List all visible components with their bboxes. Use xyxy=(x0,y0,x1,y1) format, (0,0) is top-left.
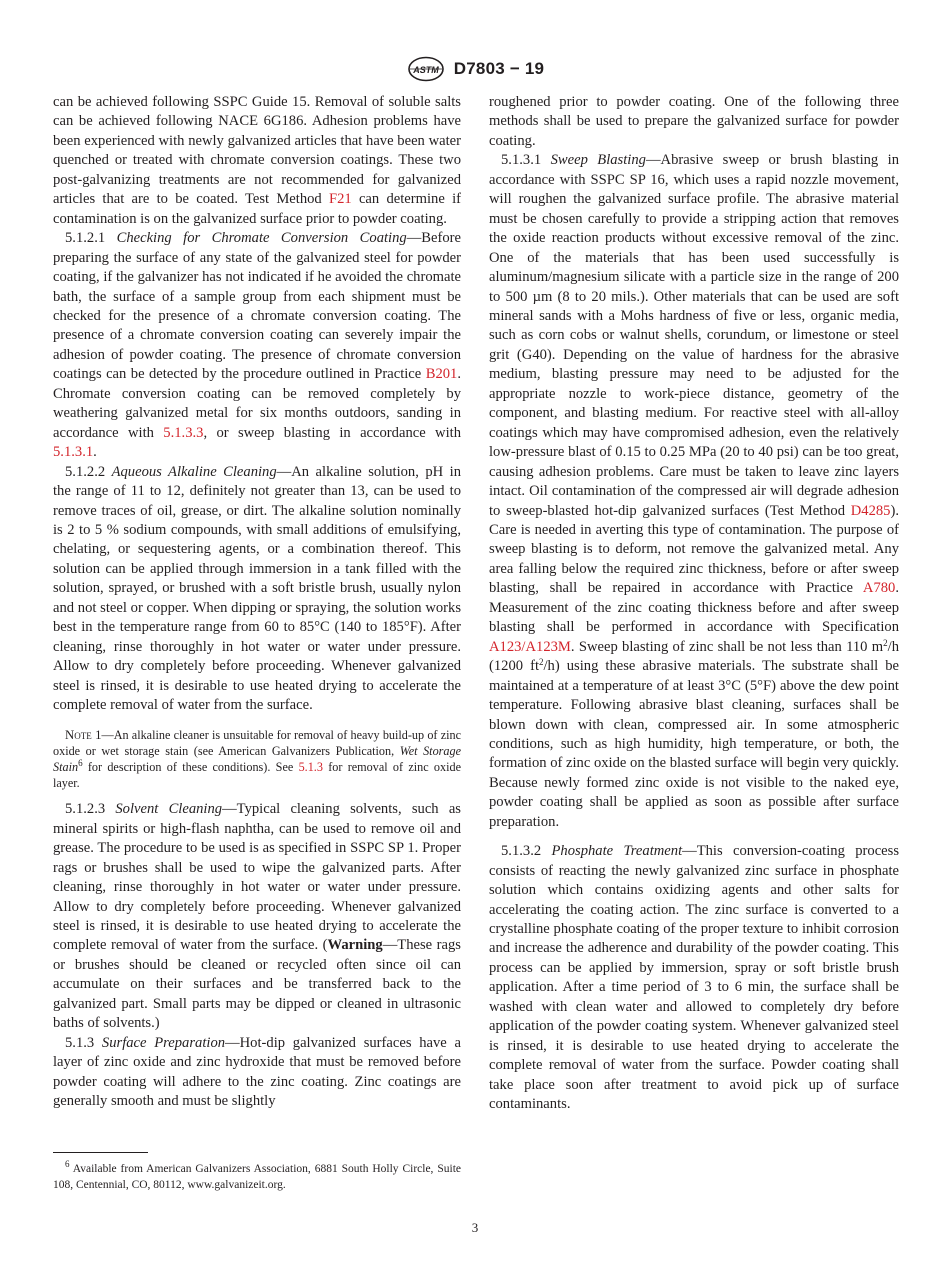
ref-link-a123[interactable]: A123/A123M xyxy=(489,638,571,655)
ref-link-a780[interactable]: A780 xyxy=(862,580,896,597)
section-5-1-3-1: 5.1.3.1 Sweep Blasting—Abrasive sweep or brush blasting in accordance with SSPC SP 16, which uses a rapid nozzle movement, will roughen the galvanized surface profile. The abrasive material must be chosen carefully to provide a stripping action that removes the oxide reaction products without excessive removal of the zinc. One of the materials that has been used successfully is aluminum/magnesium silicate with a particle size in the range of 200 to 500 µm (8 to 20 mils.). Other materials that can be used are soft mineral sands with a Mohs hardness of five or less, organic media, such as corn cobs or walnut shells, corundum, or limestone or steel grit (G40). Depending on the value of hardness for the abrasive medium, blasting pressure may need to be adjusted for the appropriate nozzle to work-piece distance, geometry of the component, and blasting medium. For reactive steel with all-alloy coatings which may have compromised adhesion, even the relatively low-pressure blast of 0.15 to 0.25 MPa (20 to 40 psi) can be too great, causing adhesion problems. Care must be taken to leave zinc layers intact. Oil contamination of the compressed air will degrade adhesion to sweep-blasted hot-dip galvanized surfaces (Test Method D4285). Care is needed in averting this type of contamination. The purpose of sweep blasting is to deform, not remove the galvanized metal. Any area falling below the required zinc thickness, before or after sweep blasting, shall be repaired in accordance with Practice A780. Measurement of the zinc coating thickness before and after sweep blasting shall be performed in accordance with Specification A123/A123M. Sweep blasting of zinc shall be not less than 110 $m^2/h$ (1200 $ft^2/h$) using these abrasive materials. The substrate shall be maintained at a temperature of at least 3°C (5°F) above the dew point temperature. Following abrasive blast cleaning, surfaces shall be blown down with clean, compressed air. In some atmospheric conditions, such as high humidity, high temperature, or both, the formation of zinc oxide on the blasted surface will begin very quickly. Because newly formed zinc oxide is not visible to the naked eye, powder coating shall be applied as soon as possible after surface preparation. xyxy=(489,152,900,830)
section-5-1-2-1: 5.1.2.1 Checking for Chromate Conversion Coating—Before preparing the surface of any state of the galvanized steel for powder coating, if the galvanizer has not indicated if he avoided the chromate bath, the surface of a sample group from each shipment must be checked for the presence of a chromate conversion coating. The presence of a chromate conversion coating can severely impair the adhesion of powder coating. The presence of chromate conversion coatings can be detected by the procedure outlined in Practice B201. Chromate conversion coating can be removed completely by weathering galvanized metal for six months outdoors, sanding in accordance with 5.1.3.3, or sweep blasting in accordance with 5.1.3.1. xyxy=(53,230,462,461)
section-5-1-2-2: 5.1.2.2 Aqueous Alkaline Cleaning—An alkaline solution, pH in the range of 11 to 12, definitely not greater than 13, can be used to remove traces of oil, grease, or dirt. The alkaline solution nominally is 2 to 5 % sodium compounds, with small additions of emulsifying, chelating, or sequestering agents, or a combination thereof. This solution can be applied through immersion in a tank filled with the solution, sprayed, or brushed with a soft bristle brush, usually nylon and not steel or copper. When dipping or spraying, the solution works best in the temperature range from 60 to 85°C (140 to 185°F). After cleaning, rinse thoroughly in hot water or water under pressure. Allow to dry completely before proceeding. Whenever galvanized steel is rinsed, it is desirable to use heated drying to accelerate the complete removal of water from the surface. xyxy=(53,463,461,714)
section-title: Solvent Cleaning xyxy=(115,801,223,818)
ref-link-b201[interactable]: B201 xyxy=(425,366,458,383)
footnote-6: $^6$ Available from American Galvanizers Association, 6881 South Holly Circle, Suite 108, Centennial, CO, 80112, www.galvanizeit.org. xyxy=(53,1159,461,1191)
section-title: Sweep Blasting xyxy=(550,152,646,169)
right-column xyxy=(489,93,899,1115)
ref-link-f21[interactable]: F21 xyxy=(328,191,352,208)
paragraph: roughened prior to powder coating. One of the following three methods shall be used to prepare the galvanized surface for powder coating. xyxy=(489,94,899,149)
section-title: Checking for Chromate Conversion Coating xyxy=(116,230,407,247)
ref-link-5-1-3[interactable]: 5.1.3 xyxy=(298,759,323,774)
astm-logo-icon xyxy=(406,56,446,82)
left-column xyxy=(53,93,461,1112)
section-5-1-3: 5.1.3 Surface Preparation—Hot-dip galvanized surfaces have a layer of zinc oxide and zinc hydroxide that must be removed before powder coating will adhere to the zinc coating. Zinc coatings are generally smooth and must be slightly xyxy=(53,1034,461,1110)
note-1: Note 1—An alkaline cleaner is unsuitable for removal of heavy build-up of zinc oxide or wet storage stain (see American Galvanizers Publication, Wet Storage Stain$^6$ for description of these conditions). See 5.1.3 for removal of zinc oxide layer. xyxy=(53,727,462,791)
document-designation: D7803 − 19 xyxy=(453,59,545,78)
footnote-marker: 6 xyxy=(78,757,83,768)
section-title: Phosphate Treatment xyxy=(551,843,683,860)
warning-label: Warning xyxy=(327,937,383,954)
section-5-1-2-3: 5.1.2.3 Solvent Cleaning—Typical cleaning solvents, such as mineral spirits or high-flash naphtha, can be used to remove oil and grease. The procedure to be used is as specified in SSPC SP 1. Proper rags or brushes shall be used to wipe the galvanized parts. After cleaning, rinse thoroughly in hot water or water under pressure. Allow to dry completely before proceeding. Whenever galvanized steel is rinsed, it is desirable to use heated drying to accelerate the complete removal of water from the surface. (Warning—These rags or brushes should be cleaned or recycled often since oil can accumulate on their surfaces and be transferred back to the galvanized part. Small parts may be dipped or cleaned in ultrasonic baths of solvents.) xyxy=(53,801,461,1032)
paragraph: can be achieved following SSPC Guide 15. Removal of soluble salts can be achieved following NACE 6G186. Adhesion problems have been experienced with newly galvanized articles that have been water quenched or treated with chromate conversion coatings. These two post-galvanizing treatments are not recommended for galvanized articles that are to be coated. Test Method F21 can determine if contamination is on the galvanized surface prior to powder coating. xyxy=(53,94,461,227)
section-5-1-3-2: 5.1.3.2 Phosphate Treatment—This conversion-coating process consists of reacting the newly galvanized zinc surface in phosphate solution which contains oxidizing agents and other salts for accelerating the coating action. The zinc surface is converted to a crystalline phosphate coating of the proper texture to inhibit corrosion and increase the adherence and durability of the powder coating. This process can be applied by immersion, spray or soft bristle brush application. After a time period of 3 to 6 min, the surface shall be washed with clean water and allowed to completely dry before application of the powder coating system. Whenever galvanized steel is rinsed, it is desirable to use heated drying to accelerate the complete removal of water from the surface. Powder coating shall take place soon after treatment to avoid pick up of surface contaminants. xyxy=(489,843,900,1113)
section-title: Surface Preparation xyxy=(101,1034,226,1051)
ref-link-5-1-3-1[interactable]: 5.1.3.1 xyxy=(53,444,94,461)
svg-text:ASTM: ASTM xyxy=(413,65,439,75)
page-number: 3 xyxy=(471,1220,479,1235)
ref-link-5-1-3-3[interactable]: 5.1.3.3 xyxy=(163,424,204,441)
page-header xyxy=(0,56,950,82)
footnote-divider xyxy=(53,1152,148,1153)
ref-link-d4285[interactable]: D4285 xyxy=(850,502,891,519)
section-title: Aqueous Alkaline Cleaning xyxy=(111,463,277,480)
